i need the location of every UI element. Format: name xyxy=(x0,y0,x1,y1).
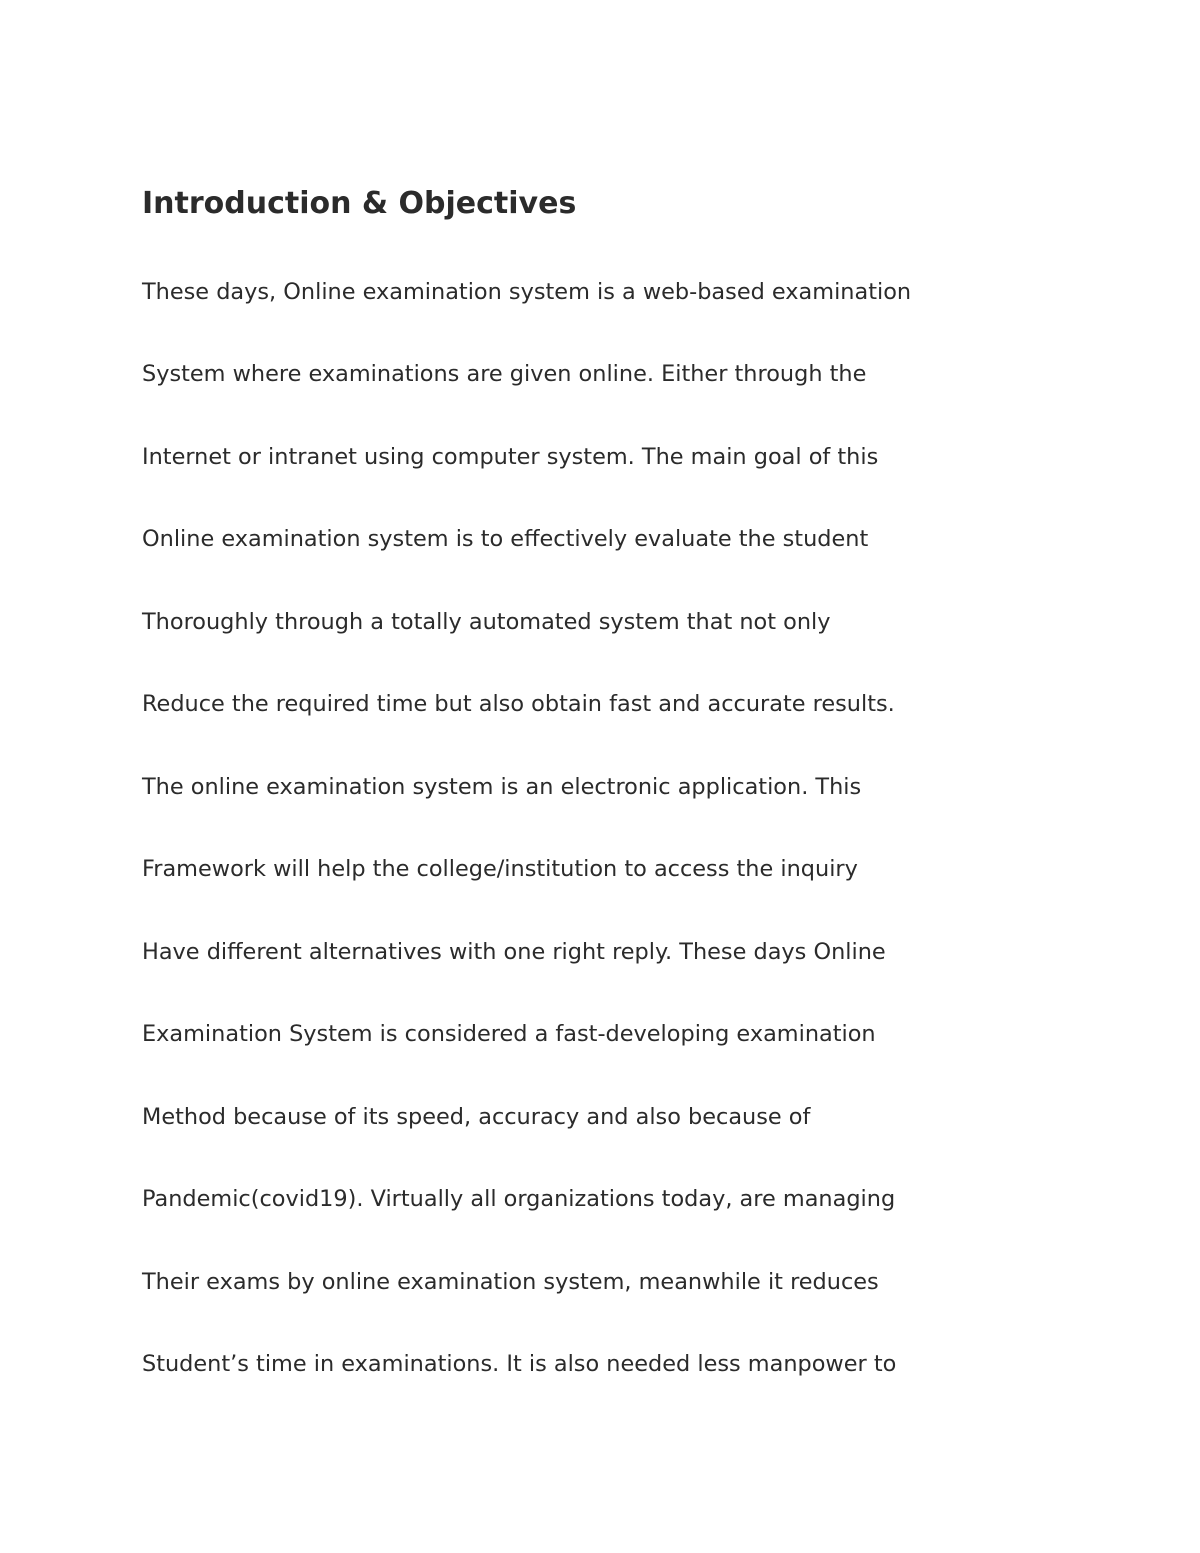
paragraph-line: These days, Online examination system is a web-based examination xyxy=(142,279,912,305)
paragraph-line: Pandemic(covid19). Virtually all organizations today, are managing xyxy=(142,1186,896,1212)
paragraph-line: Examination System is considered a fast-developing examination xyxy=(142,1021,876,1047)
paragraph-line: Student’s time in examinations. It is also needed less manpower to xyxy=(142,1351,897,1377)
paragraph-line: Internet or intranet using computer system. The main goal of this xyxy=(142,444,879,470)
page-title: Introduction & Objectives xyxy=(142,186,577,221)
paragraph-line: The online examination system is an electronic application. This xyxy=(142,774,862,800)
paragraph-line: Have different alternatives with one right reply. These days Online xyxy=(142,939,886,965)
paragraph-line: System where examinations are given online. Either through the xyxy=(142,361,867,387)
paragraph-line: Method because of its speed, accuracy and also because of xyxy=(142,1104,811,1130)
paragraph-line: Online examination system is to effectively evaluate the student xyxy=(142,526,869,552)
paragraph-line: Reduce the required time but also obtain fast and accurate results. xyxy=(142,691,895,717)
paragraph-line: Thoroughly through a totally automated system that not only xyxy=(142,609,831,635)
paragraph-line: Framework will help the college/institution to access the inquiry xyxy=(142,856,858,882)
paragraph-line: Their exams by online examination system, meanwhile it reduces xyxy=(142,1269,879,1295)
